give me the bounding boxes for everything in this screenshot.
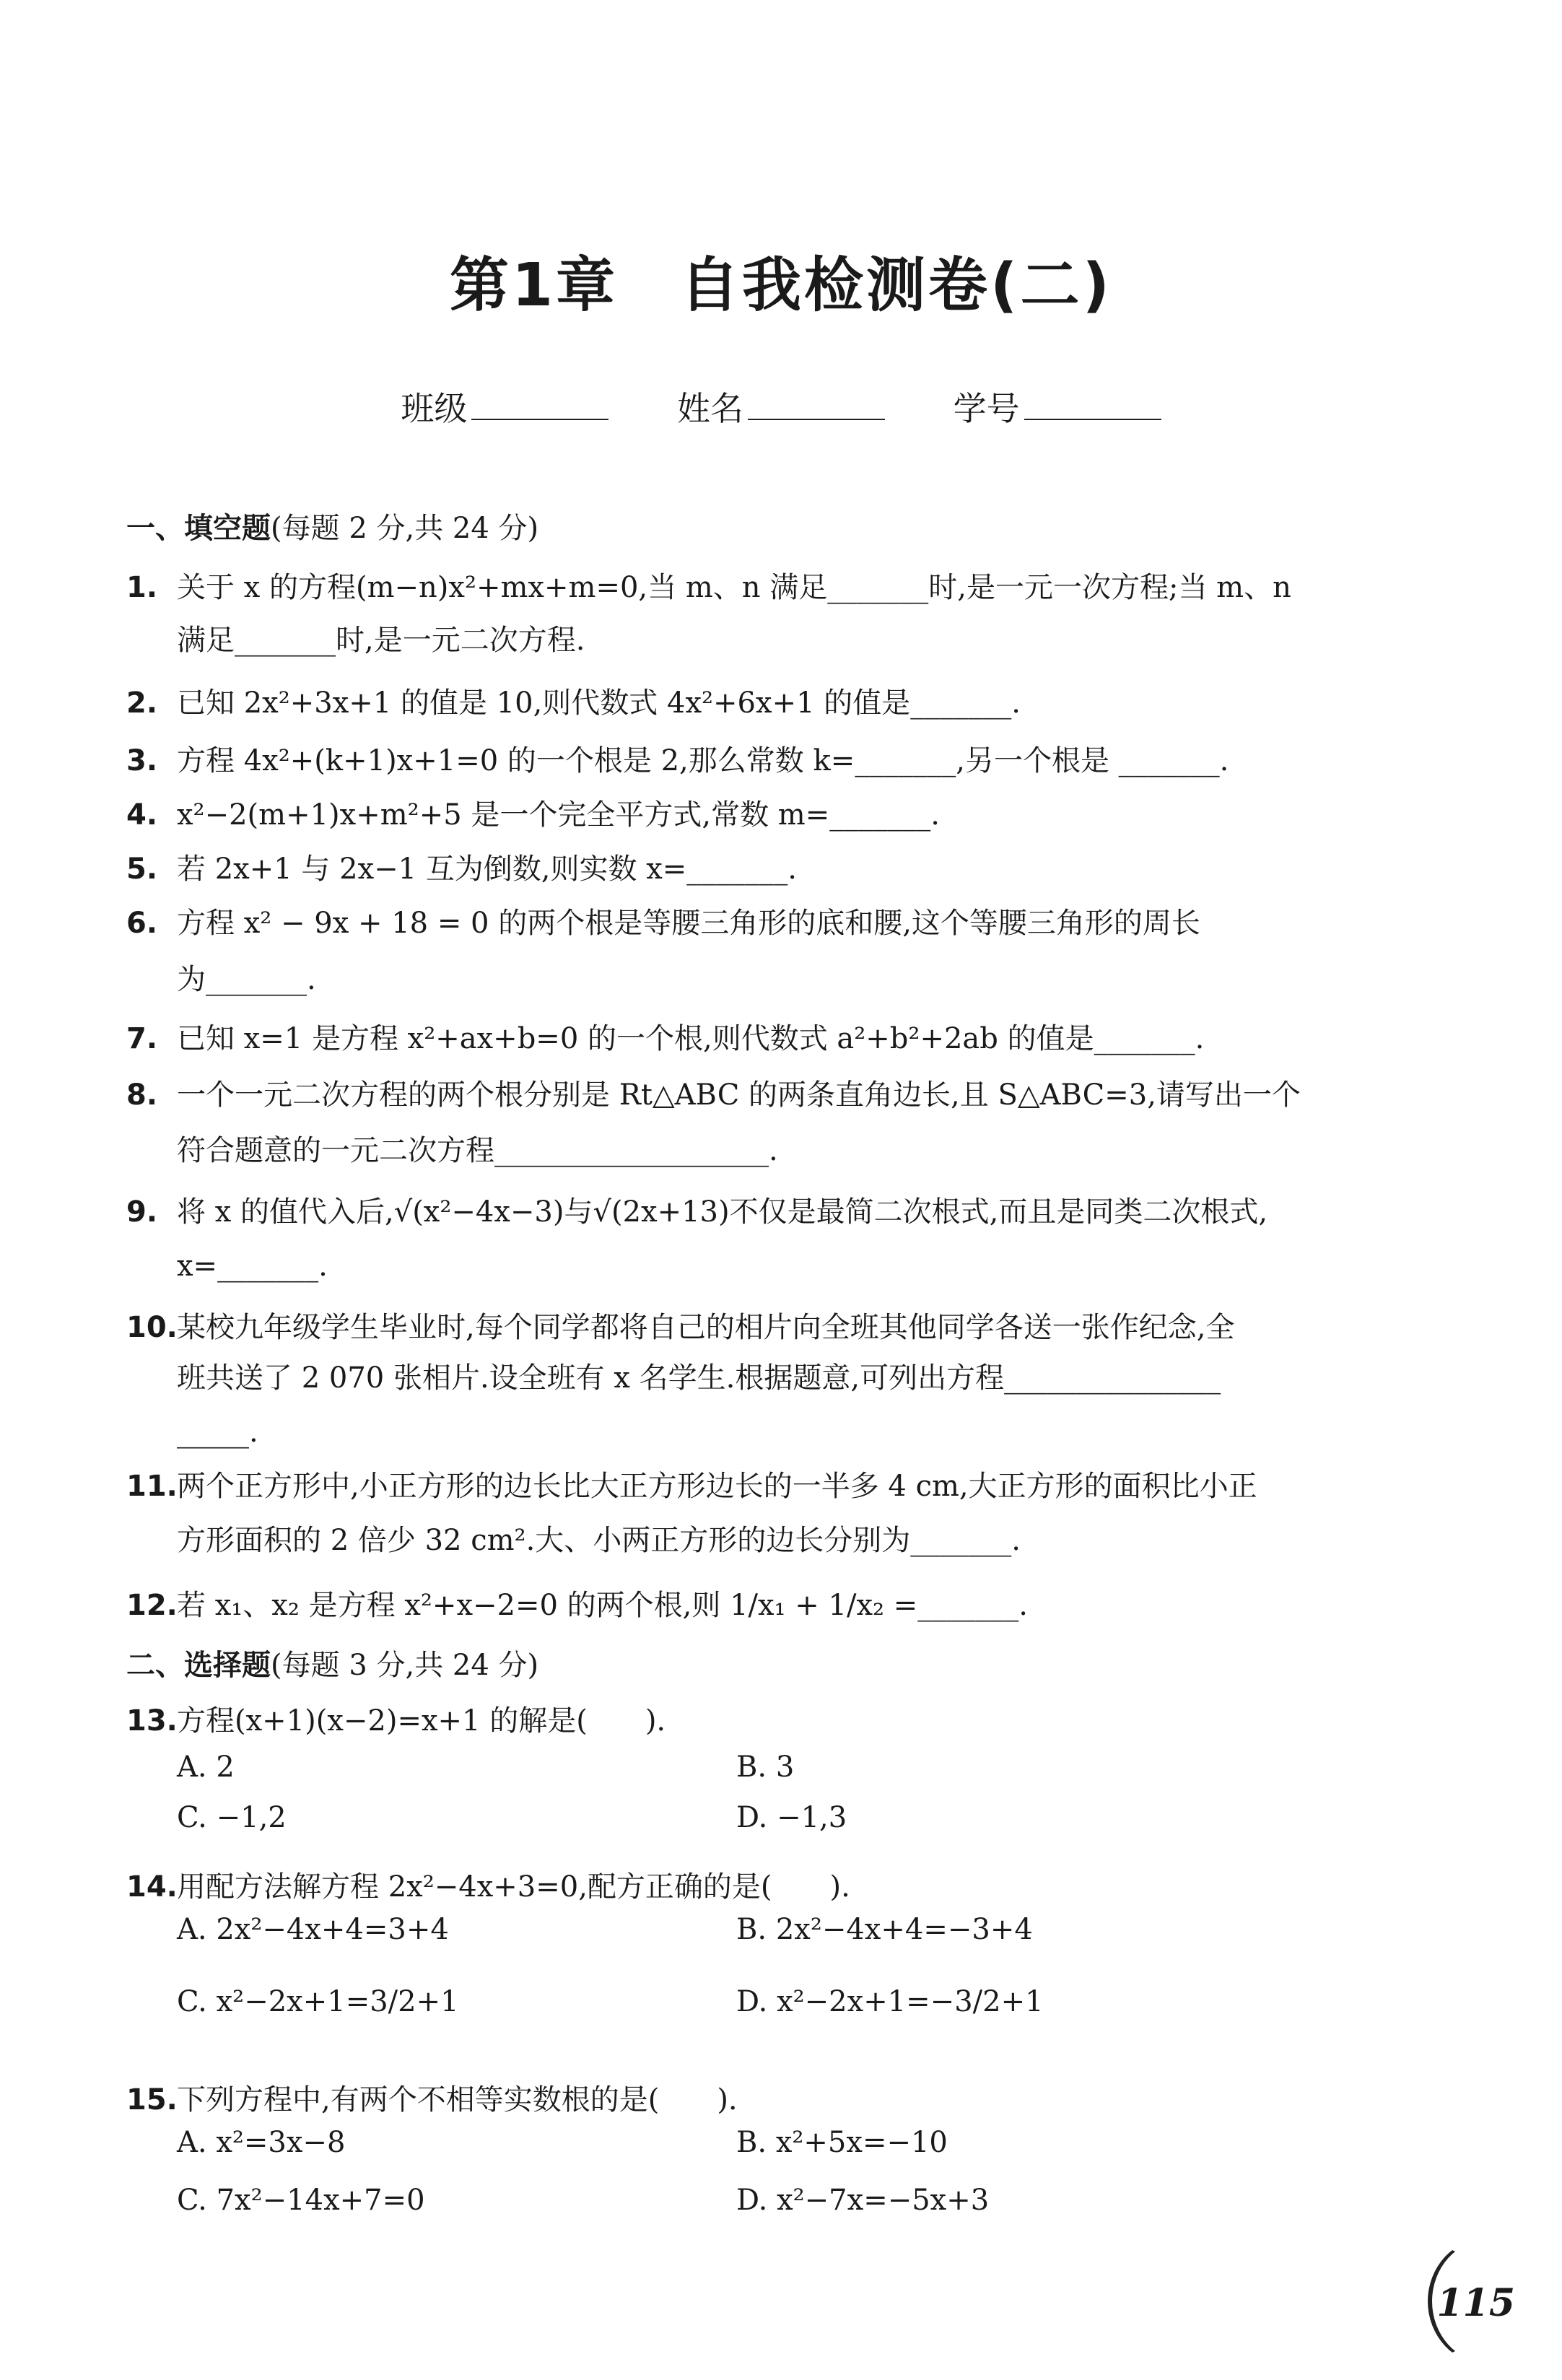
question-number: 13. [126,1704,178,1738]
question-text: 为_______. [177,963,316,996]
option-c[interactable]: C. −1,2 [177,1801,287,1834]
question-number: 11. [126,1470,178,1503]
question-number: 5. [126,853,158,886]
question-line [126,2072,1368,2128]
question-line [126,559,1368,616]
question-text: 若 2x+1 与 2x−1 互为倒数,则实数 x=_______. [177,853,798,886]
question-text: 已知 x=1 是方程 x²+ax+b=0 的一个根,则代数式 a²+b²+2ab 的值是_______. [177,1022,1205,1055]
question-line [126,1693,1368,1749]
question-line [126,675,1368,731]
question-number: 12. [126,1589,178,1622]
question-line [126,1577,1368,1634]
question-number: 10. [126,1311,178,1344]
question-number: 4. [126,798,158,832]
question-text: 方形面积的 2 倍少 32 cm².大、小两正方形的边长分别为_______. [177,1524,1021,1557]
number-field[interactable]: 学号 [954,383,1161,430]
question-text: 已知 2x²+3x+1 的值是 10,则代数式 4x²+6x+1 的值是_______. [177,686,1021,720]
question-text: 方程(x+1)(x−2)=x+1 的解是( ). [177,1704,666,1738]
question-text: 下列方程中,有两个不相等实数根的是( ). [177,2083,738,2117]
question-line [126,951,1368,1008]
question-number: 7. [126,1022,158,1055]
question-line [126,1238,1368,1294]
option-d[interactable]: D. x²−7x=−5x+3 [736,2184,990,2217]
question-line [126,1512,1368,1569]
question-number: 9. [126,1195,158,1229]
question-text: 方程 4x²+(k+1)x+1=0 的一个根是 2,那么常数 k=_______,另一个根是 _______. [177,744,1229,777]
question-line [126,787,1368,843]
name-field[interactable]: 姓名 [677,383,885,430]
question-text: 一个一元二次方程的两个根分别是 Rt△ABC 的两条直角边长,且 S△ABC=3,请写出一个 [177,1078,1301,1112]
question-line [126,1458,1368,1514]
question-line [126,841,1368,897]
question-line [126,612,1368,668]
question-line [126,1350,1368,1406]
option-c[interactable]: C. 7x²−14x+7=0 [177,2184,425,2217]
option-a[interactable]: A. 2 [177,1751,235,1784]
option-c[interactable]: C. x²−2x+1=3/2+1 [177,1985,459,2018]
option-b[interactable]: B. 2x²−4x+4=−3+4 [736,1913,1033,1946]
question-text: _____. [177,1416,258,1449]
option-d[interactable]: D. −1,3 [736,1801,847,1834]
page-title: 第1章 自我检测卷(二) [449,251,1112,320]
question-line [126,1011,1368,1067]
question-number: 14. [126,1870,178,1904]
question-text: 符合题意的一元二次方程___________________. [177,1134,778,1167]
question-text: 某校九年级学生毕业时,每个同学都将自己的相片向全班其他同学各送一张作纪念,全 [177,1311,1235,1344]
question-text: x=_______. [177,1250,328,1283]
option-b[interactable]: B. x²+5x=−10 [736,2126,948,2159]
question-line [126,1859,1368,1915]
question-number: 15. [126,2083,178,2117]
question-text: 若 x₁、x₂ 是方程 x²+x−2=0 的两个根,则 1/x₁ + 1/x₂ =_______. [177,1589,1029,1622]
class-field[interactable]: 班级 [401,383,608,430]
question-number: 3. [126,744,158,777]
section-heading-fill-blank: 一、填空题(每题 2 分,共 24 分) [126,512,539,545]
page-number: 115 [1436,2281,1515,2325]
question-text: 关于 x 的方程(m−n)x²+mx+m=0,当 m、n 满足_______时,是一元一次方程;当 m、n [177,571,1291,604]
question-number: 8. [126,1078,158,1112]
question-line [126,733,1368,789]
question-text: 班共送了 2 070 张相片.设全班有 x 名学生.根据题意,可列出方程_______________ [177,1361,1221,1395]
question-text: 将 x 的值代入后,√(x²−4x−3)与√(2x+13)不仅是最简二次根式,而且是同类二次根式, [177,1195,1268,1229]
question-text: 用配方法解方程 2x²−4x+3=0,配方正确的是( ). [177,1870,850,1904]
question-number: 2. [126,686,158,720]
question-line [126,1067,1368,1123]
option-a[interactable]: A. 2x²−4x+4=3+4 [177,1913,449,1946]
option-b[interactable]: B. 3 [736,1751,795,1784]
section-heading-choice: 二、选择题(每题 3 分,共 24 分) [126,1649,539,1682]
question-line [126,1184,1368,1240]
question-line [126,895,1368,951]
question-text: 两个正方形中,小正方形的边长比大正方形边长的一半多 4 cm,大正方形的面积比小正 [177,1470,1257,1503]
question-text: 满足_______时,是一元二次方程. [177,624,585,657]
option-a[interactable]: A. x²=3x−8 [177,2126,346,2159]
question-number: 1. [126,571,158,604]
question-text: 方程 x² − 9x + 18 = 0 的两个根是等腰三角形的底和腰,这个等腰三角形的周长 [177,907,1200,940]
question-line [126,1299,1368,1356]
question-text: x²−2(m+1)x+m²+5 是一个完全平方式,常数 m=_______. [177,798,940,832]
question-line [126,1123,1368,1179]
option-d[interactable]: D. x²−2x+1=−3/2+1 [736,1985,1044,2018]
student-info [0,383,1562,430]
question-line [126,1404,1368,1460]
question-number: 6. [126,907,158,940]
